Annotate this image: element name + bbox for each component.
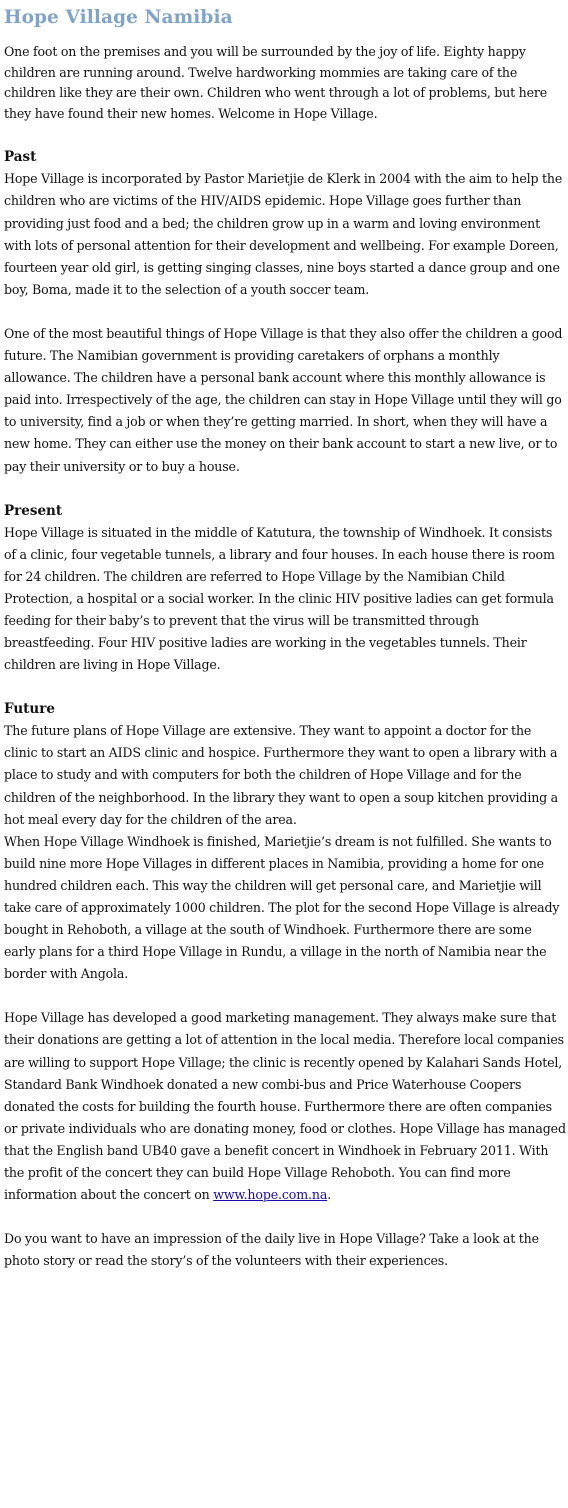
hope-website-link[interactable]: www.hope.com.na [213, 1187, 328, 1203]
present-paragraph-1: Hope Village is situated in the middle of Katutura, the township of Windhoek. It consists of a clinic, four vegetable tunnels, a library and four houses. In each house there is room for 24 children. The children are referred to Hope Village by the Namibian Child Protection, a hospital or a social worker. In the clinic HIV positive ladies can get formula feeding for their baby’s to prevent that the virus will be transmitted through breastfeeding. Four HIV positive ladies are working in the vegetables tunnels. Their children are living in Hope Village. [4, 524, 555, 673]
spacer [4, 301, 566, 323]
article [4, 0, 566, 1272]
spacer [4, 985, 566, 1007]
future-paragraph-3 [4, 1007, 566, 1206]
section-heading-future: Future [4, 701, 55, 718]
future-paragraph-3-end: . [327, 1187, 332, 1203]
spacer [4, 676, 566, 698]
spacer [4, 1206, 566, 1228]
page-title: Hope Village Namibia [4, 7, 233, 28]
spacer [4, 478, 566, 500]
future-paragraph-4: Do you want to have an impression of the daily live in Hope Village? Take a look at the photo story or read the story’s of the volunteers with their experiences. [4, 1231, 539, 1269]
past-paragraph-1: Hope Village is incorporated by Pastor Marietjie de Klerk in 2004 with the aim to help the children who are victims of the HIV/AIDS epidemic. Hope Village goes further than providing just food and a bed; the children grow up in a warm and loving environment with lots of personal attention for their development and wellbeing. For example Doreen, fourteen year old girl, is getting singing classes, nine boys started a dance group and one boy, Boma, made it to the selection of a youth soccer team. [4, 171, 563, 297]
past-paragraph-2: One of the most beautiful things of Hope Village is that they also offer the children a good future. The Namibian government is providing caretakers of orphans a monthly allowance. The children have a personal bank account where this monthly allowance is paid into. Irrespectively of the age, the children can stay in Hope Village until they will go to university, find a job or when they’re getting married. In short, when they will have a new home. They can either use the money on their bank account to start a new live, or to pay their university or to buy a house. [4, 325, 563, 474]
future-paragraph-1: The future plans of Hope Village are extensive. They want to appoint a doctor for the clinic to start an AIDS clinic and hospice. Furthermore they want to open a library with a place to study and with computers for both the children of Hope Village and for the children of the neighborhood. In the library they want to open a soup kitchen providing a hot meal every day for the children of the area. [4, 723, 558, 827]
future-paragraph-3-text: Hope Village has developed a good marketing management. They always make sure that their donations are getting a lot of attention in the local media. Therefore local companies are willing to support Hope Village; the clinic is recently opened by Kalahari Sands Hotel, Standard Bank Windhoek donated a new combi-bus and Price Waterhouse Coopers donated the costs for building the fourth house. Furthermore there are often companies or private individuals who are donating money, food or clothes. Hope Village has managed that the English band UB40 gave a benefit concert in Windhoek in February 2011. With the profit of the concert they can build Hope Village Rehoboth. You can find more information about the concert on [4, 1010, 566, 1203]
intro-paragraph: One foot on the premises and you will be surrounded by the joy of life. Eighty happy children are running around. Twelve hardworking mommies are taking care of the children like they are their own. Children who went through a lot of problems, but here they have found their new homes. Welcome in Hope Village. [4, 44, 548, 121]
future-paragraph-2: When Hope Village Windhoek is finished, Marietjie’s dream is not fulfilled. She wants to build nine more Hope Villages in different places in Namibia, providing a home for one hundred children each. This way the children will get personal care, and Marietjie will take care of approximately 1000 children. The plot for the second Hope Village is already bought in Rehoboth, a village at the south of Windhoek. Furthermore there are some early plans for a third Hope Village in Rundu, a village in the north of Namibia near the border with Angola. [4, 833, 560, 982]
spacer [4, 124, 566, 146]
section-heading-past: Past [4, 149, 37, 166]
section-heading-present: Present [4, 502, 63, 519]
